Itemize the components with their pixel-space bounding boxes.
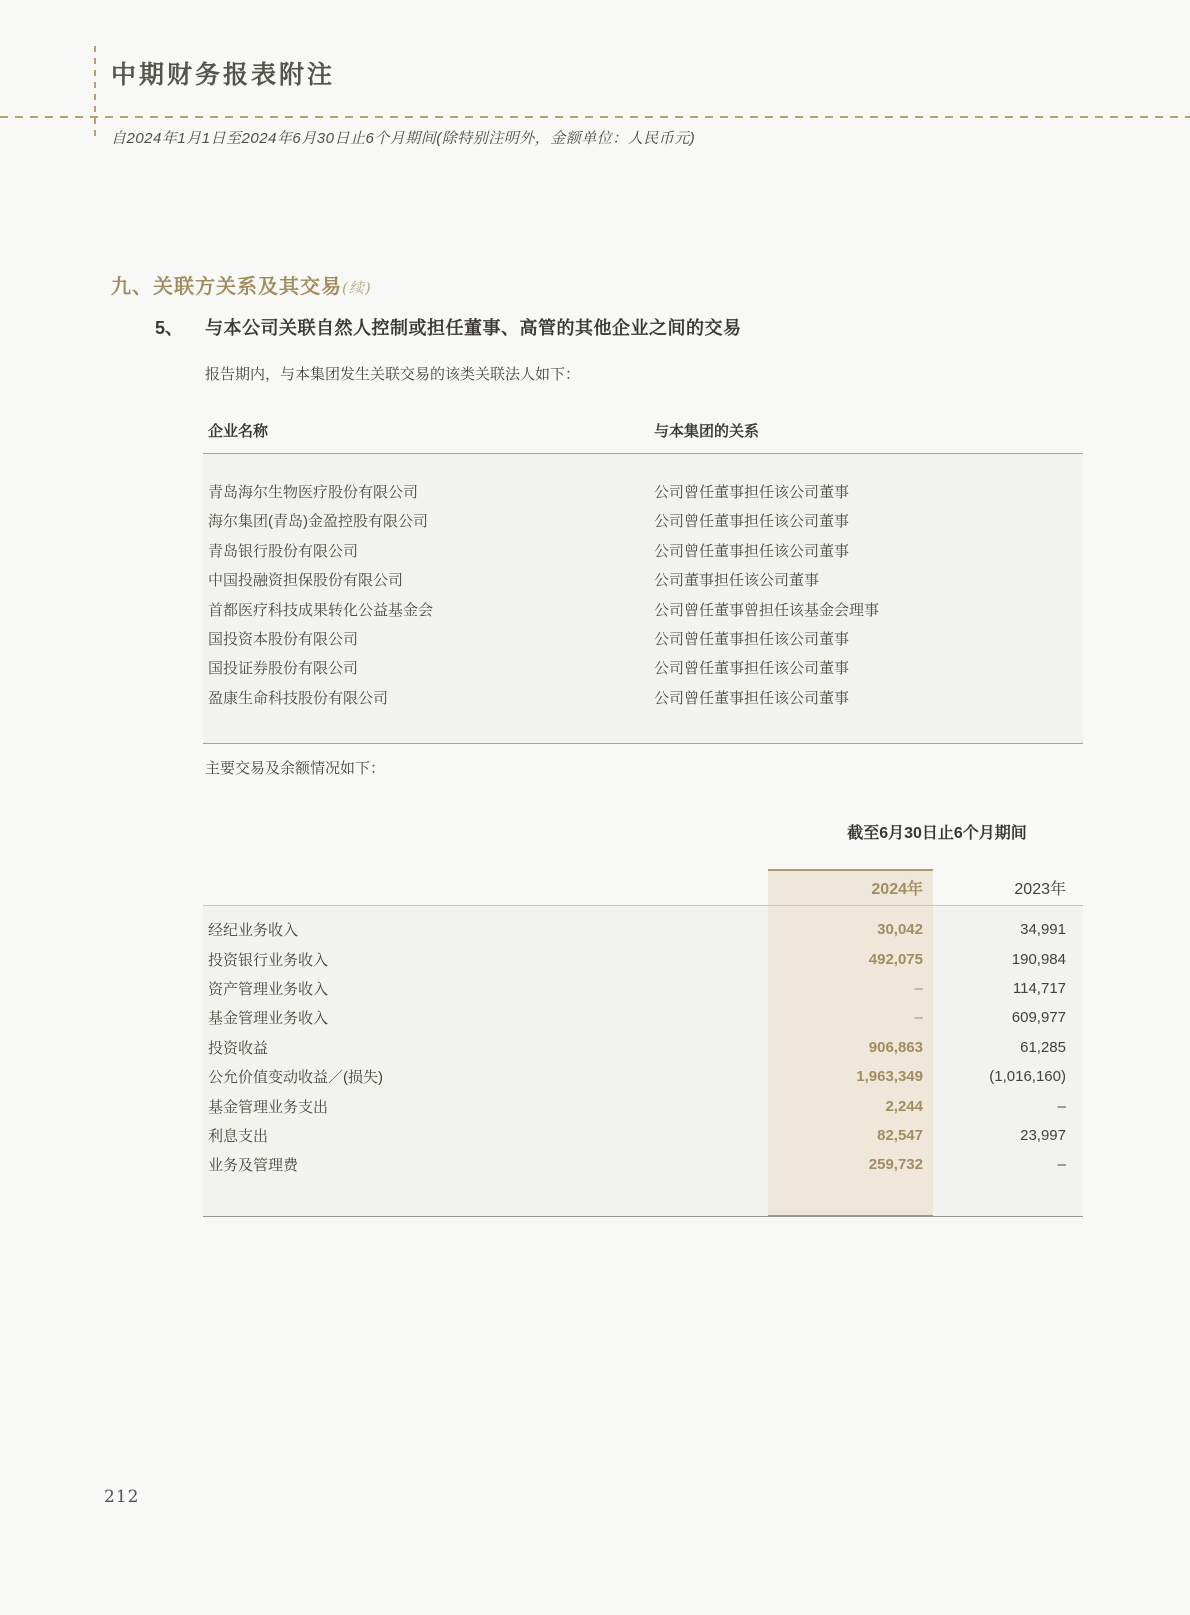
transaction-label: 利息支出 (208, 1127, 269, 1145)
company-name: 青岛银行股份有限公司 (208, 542, 359, 560)
value-2024: – (914, 979, 923, 997)
transactions-intro: 主要交易及余额情况如下： (205, 760, 386, 777)
value-2024: 906,863 (868, 1038, 923, 1056)
year-header-row (203, 869, 1083, 905)
table-row (203, 507, 1083, 536)
company-name: 国投资本股份有限公司 (208, 631, 359, 649)
section-heading-text: 九、关联方关系及其交易 (111, 276, 342, 298)
value-2023: 34,991 (1020, 921, 1066, 939)
value-2024: 259,732 (868, 1156, 923, 1174)
table-row (203, 566, 1083, 595)
value-2023: – (1057, 1097, 1066, 1115)
value-2023: – (1057, 1156, 1066, 1174)
related-parties-header-row (203, 420, 1083, 454)
period-header: 截至6月30日止6个月期间 (847, 825, 1027, 842)
vertical-dashed-rule (94, 46, 96, 140)
transaction-row (203, 1062, 1083, 1091)
table-row (203, 478, 1083, 507)
company-relation: 公司曾任董事担任该公司董事 (654, 484, 850, 501)
value-2023: 609,977 (1011, 1009, 1066, 1027)
company-relation: 公司曾任董事担任该公司董事 (654, 631, 850, 649)
value-2024: 492,075 (868, 950, 923, 968)
transaction-label: 公允价值变动收益／(损失) (208, 1069, 383, 1087)
transaction-row (203, 974, 1083, 1003)
transaction-row (203, 1003, 1083, 1032)
related-parties-body (203, 454, 1083, 744)
company-relation: 公司曾任董事担任该公司董事 (654, 660, 850, 678)
company-name: 首都医疗科技成果转化公益基金会 (208, 601, 434, 619)
value-2024: – (914, 1009, 923, 1027)
document-subtitle: 自2024年1月1日至2024年6月30日止6个月期间(除特别注明外，金额单位：人民币元) (111, 130, 696, 147)
company-name: 盈康生命科技股份有限公司 (208, 689, 389, 707)
value-2024: 82,547 (877, 1126, 923, 1144)
value-2023: 114,717 (1012, 979, 1066, 997)
company-relation: 公司曾任董事担任该公司董事 (654, 513, 850, 531)
table-row (203, 654, 1083, 683)
related-parties-table (203, 420, 1083, 744)
transaction-label: 投资收益 (208, 1039, 269, 1057)
transaction-label: 业务及管理费 (208, 1157, 299, 1175)
document-title: 中期财务报表附注 (111, 60, 336, 89)
section-continued-label: (续) (342, 279, 372, 297)
company-relation: 公司曾任董事担任该公司董事 (654, 542, 850, 560)
value-2023: 190,984 (1011, 950, 1066, 968)
transaction-label: 经纪业务收入 (208, 922, 299, 940)
subsection-heading: 与本公司关联自然人控制或担任董事、高管的其他企业之间的交易 (205, 318, 742, 338)
column-header-company-name: 企业名称 (208, 423, 269, 440)
table-row (203, 684, 1083, 713)
transactions-body (203, 906, 1083, 1180)
subsection-number: 5、 (155, 318, 184, 338)
column-header-2023: 2023年 (1014, 880, 1066, 898)
section-heading (111, 270, 372, 299)
value-2023: 23,997 (1020, 1126, 1066, 1144)
transactions-table (203, 812, 1083, 1217)
transaction-label: 基金管理业务收入 (208, 1010, 329, 1028)
company-name: 青岛海尔生物医疗股份有限公司 (208, 484, 419, 501)
company-name: 中国投融资担保股份有限公司 (208, 572, 404, 590)
transaction-label: 投资银行业务收入 (208, 951, 329, 969)
value-2024: 1,963,349 (856, 1068, 923, 1086)
company-relation: 公司曾任董事曾担任该基金会理事 (654, 601, 880, 619)
table-row (203, 596, 1083, 625)
transaction-row (203, 1121, 1083, 1150)
value-2024: 30,042 (877, 921, 923, 939)
column-header-relation: 与本集团的关系 (654, 423, 760, 440)
horizontal-dashed-rule (0, 116, 1190, 118)
transaction-row (203, 1033, 1083, 1062)
transaction-label: 基金管理业务支出 (208, 1098, 329, 1116)
page-number: 212 (104, 1487, 140, 1507)
transaction-row (203, 1150, 1083, 1179)
value-2023: 61,285 (1020, 1038, 1066, 1056)
table-row (203, 625, 1083, 654)
company-relation: 公司曾任董事担任该公司董事 (654, 689, 850, 707)
company-relation: 公司董事担任该公司董事 (654, 572, 820, 590)
table-bottom-rule (203, 1216, 1083, 1217)
value-2023: (1,016,160) (989, 1068, 1066, 1086)
value-2024: 2,244 (885, 1097, 923, 1115)
transaction-row (203, 915, 1083, 944)
intro-paragraph: 报告期内，与本集团发生关联交易的该类关联法人如下： (205, 366, 581, 383)
column-header-2024: 2024年 (871, 880, 923, 898)
transaction-label: 资产管理业务收入 (208, 980, 329, 998)
transaction-row (203, 944, 1083, 973)
table-row (203, 537, 1083, 566)
transaction-row (203, 1091, 1083, 1120)
company-name: 海尔集团(青岛)金盈控股有限公司 (208, 513, 428, 531)
company-name: 国投证券股份有限公司 (208, 660, 359, 678)
